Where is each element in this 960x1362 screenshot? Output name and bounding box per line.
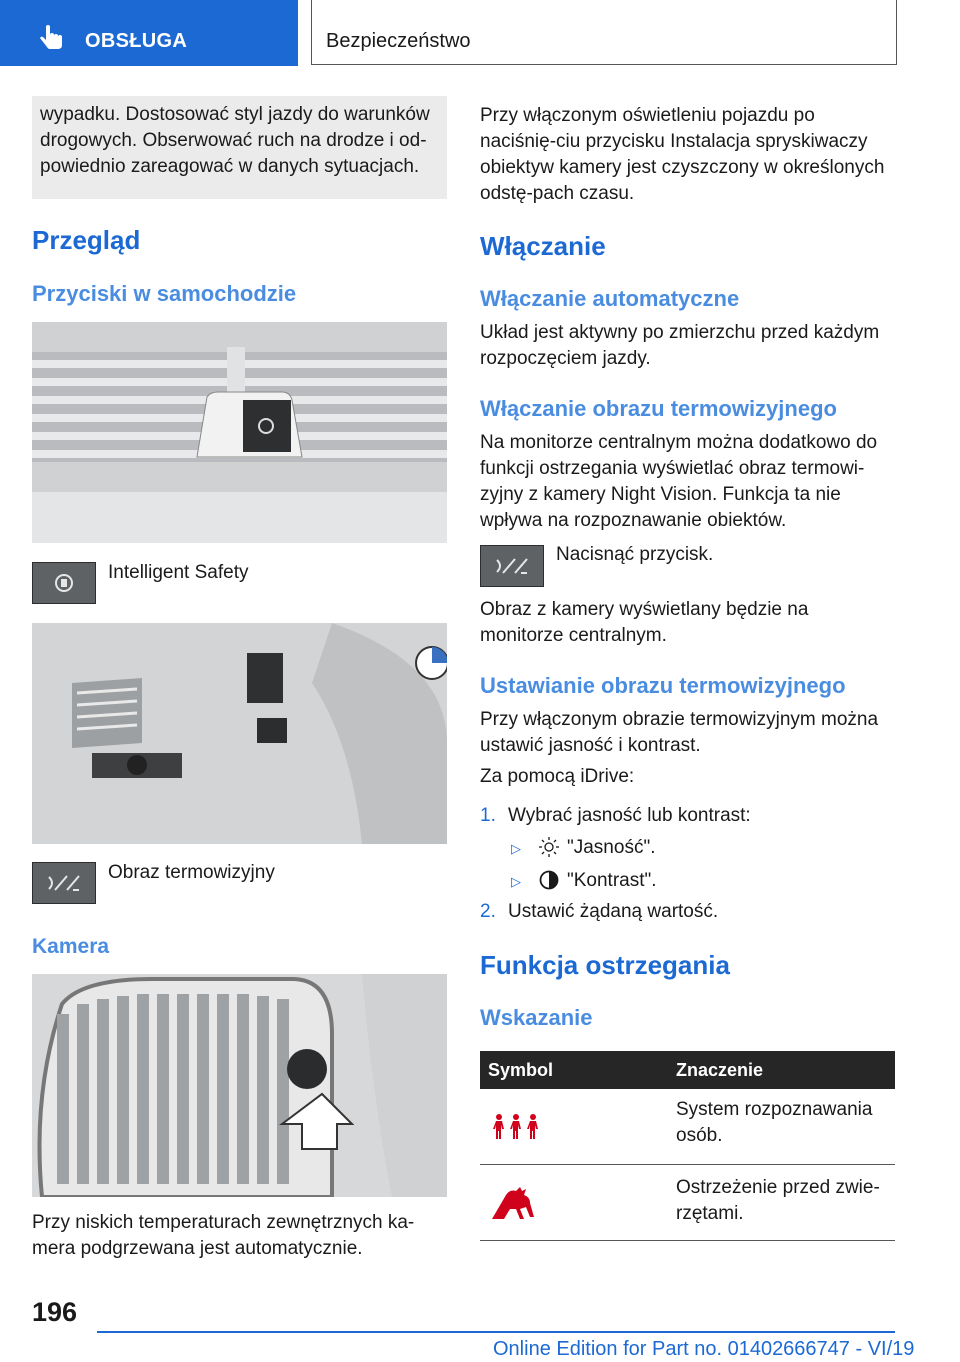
night-vision-icon: [481, 546, 543, 586]
intelligent-safety-label: Intelligent Safety: [108, 562, 249, 583]
heading-switch-on: Włączanie: [480, 231, 606, 261]
heading-buttons: Przyciski w samochodzie: [32, 281, 297, 306]
step-number: 1.: [480, 805, 496, 826]
heading-adjust: Ustawianie obrazu termowizyjnego: [480, 673, 846, 698]
contrast-icon: [538, 869, 560, 891]
section-label: OBSŁUGA: [85, 30, 188, 52]
note-box: [32, 96, 447, 199]
table-row: [480, 1089, 895, 1165]
edition-text: Online Edition for Part no. 01402666747 - VI/19: [493, 1338, 915, 1360]
hand-pointer-icon: [36, 24, 66, 54]
dashboard-buttons-photo: [32, 322, 447, 543]
option-text: "Kontrast".: [567, 870, 657, 891]
table-header: [480, 1051, 895, 1089]
step-number: 2.: [480, 901, 496, 922]
chapter-header: [311, 0, 897, 65]
table-divider: [480, 1240, 895, 1241]
intelligent-safety-icon: [33, 563, 95, 603]
col-meaning: Znaczenie: [676, 1060, 764, 1080]
night-vision-button-icon-2: [480, 545, 544, 587]
steering-column-photo: [32, 623, 447, 844]
footer-rule: [97, 1331, 895, 1333]
thermal-text: Na monitorze centralnym można dodatkowo do funkcji ostrzegania wyświetlać obraz termowi-zyjny z kamery Night Vision. Funkcja ta nie wpływa na rozpoznawanie obiektów.: [480, 432, 878, 531]
section-tab[interactable]: [0, 0, 298, 66]
night-vision-button-icon: [32, 862, 96, 904]
option-text: "Jasność".: [567, 837, 656, 858]
heading-camera: Kamera: [32, 935, 110, 958]
night-vision-label: Obraz termowizyjny: [108, 862, 275, 883]
vent-illustration: [32, 322, 447, 543]
intelligent-safety-button-icon: [32, 562, 96, 604]
steering-illustration: [32, 623, 447, 844]
camera-text: Przy niskich temperaturach zewnętrznych ka-mera podgrzewana jest automatycznie.: [32, 1212, 415, 1259]
note-text: wypadku. Dostosować styl jazdy do warunków drogowych. Obserwować ruch na drodze i od-powiednio zareagować w danych sytuacjach.: [40, 104, 430, 177]
col-symbol: Symbol: [488, 1060, 554, 1080]
night-vision-icon: [33, 863, 95, 903]
row-meaning: System rozpoznawania osób.: [676, 1099, 873, 1146]
brightness-icon: [538, 836, 560, 858]
pedestrian-detection-icon: [492, 1113, 540, 1141]
row-meaning: Ostrzeżenie przed zwie-rzętami.: [676, 1177, 880, 1224]
option-bullet: ▷: [511, 841, 521, 856]
auto-text: Układ jest aktywny po zmierzchu przed każdym rozpoczęciem jazdy.: [480, 322, 880, 369]
animal-warning-icon: [490, 1187, 538, 1221]
display-text: Obraz z kamery wyświetlany będzie na monitorze centralnym.: [480, 599, 809, 646]
page-number: 196: [32, 1297, 78, 1327]
camera-grille-photo: [32, 974, 447, 1197]
chapter-title: Bezpieczeństwo: [326, 30, 471, 52]
heading-overview: Przegląd: [32, 225, 141, 255]
heading-indicator: Wskazanie: [480, 1005, 593, 1030]
step-text: Wybrać jasność lub kontrast:: [508, 805, 751, 826]
heading-auto: Włączanie automatyczne: [480, 286, 740, 311]
option-bullet: ▷: [511, 874, 521, 889]
idrive-text: Za pomocą iDrive:: [480, 766, 635, 787]
step-text: Ustawić żądaną wartość.: [508, 901, 719, 922]
heading-warning: Funkcja ostrzegania: [480, 950, 730, 980]
heading-thermal-on: Włączanie obrazu termowizyjnego: [480, 396, 837, 421]
grille-illustration: [32, 974, 447, 1197]
intro-text: Przy włączonym oświetleniu pojazdu po naciśnię-ciu przycisku Instalacja spryskiwaczy obiektyw kamery jest czyszczony w określonych odstę-pach czasu.: [480, 105, 885, 204]
table-row: [480, 1165, 895, 1241]
press-button-text: Nacisnąć przycisk.: [556, 544, 714, 565]
adjust-text: Przy włączonym obrazie termowizyjnym można ustawić jasność i kontrast.: [480, 709, 879, 756]
